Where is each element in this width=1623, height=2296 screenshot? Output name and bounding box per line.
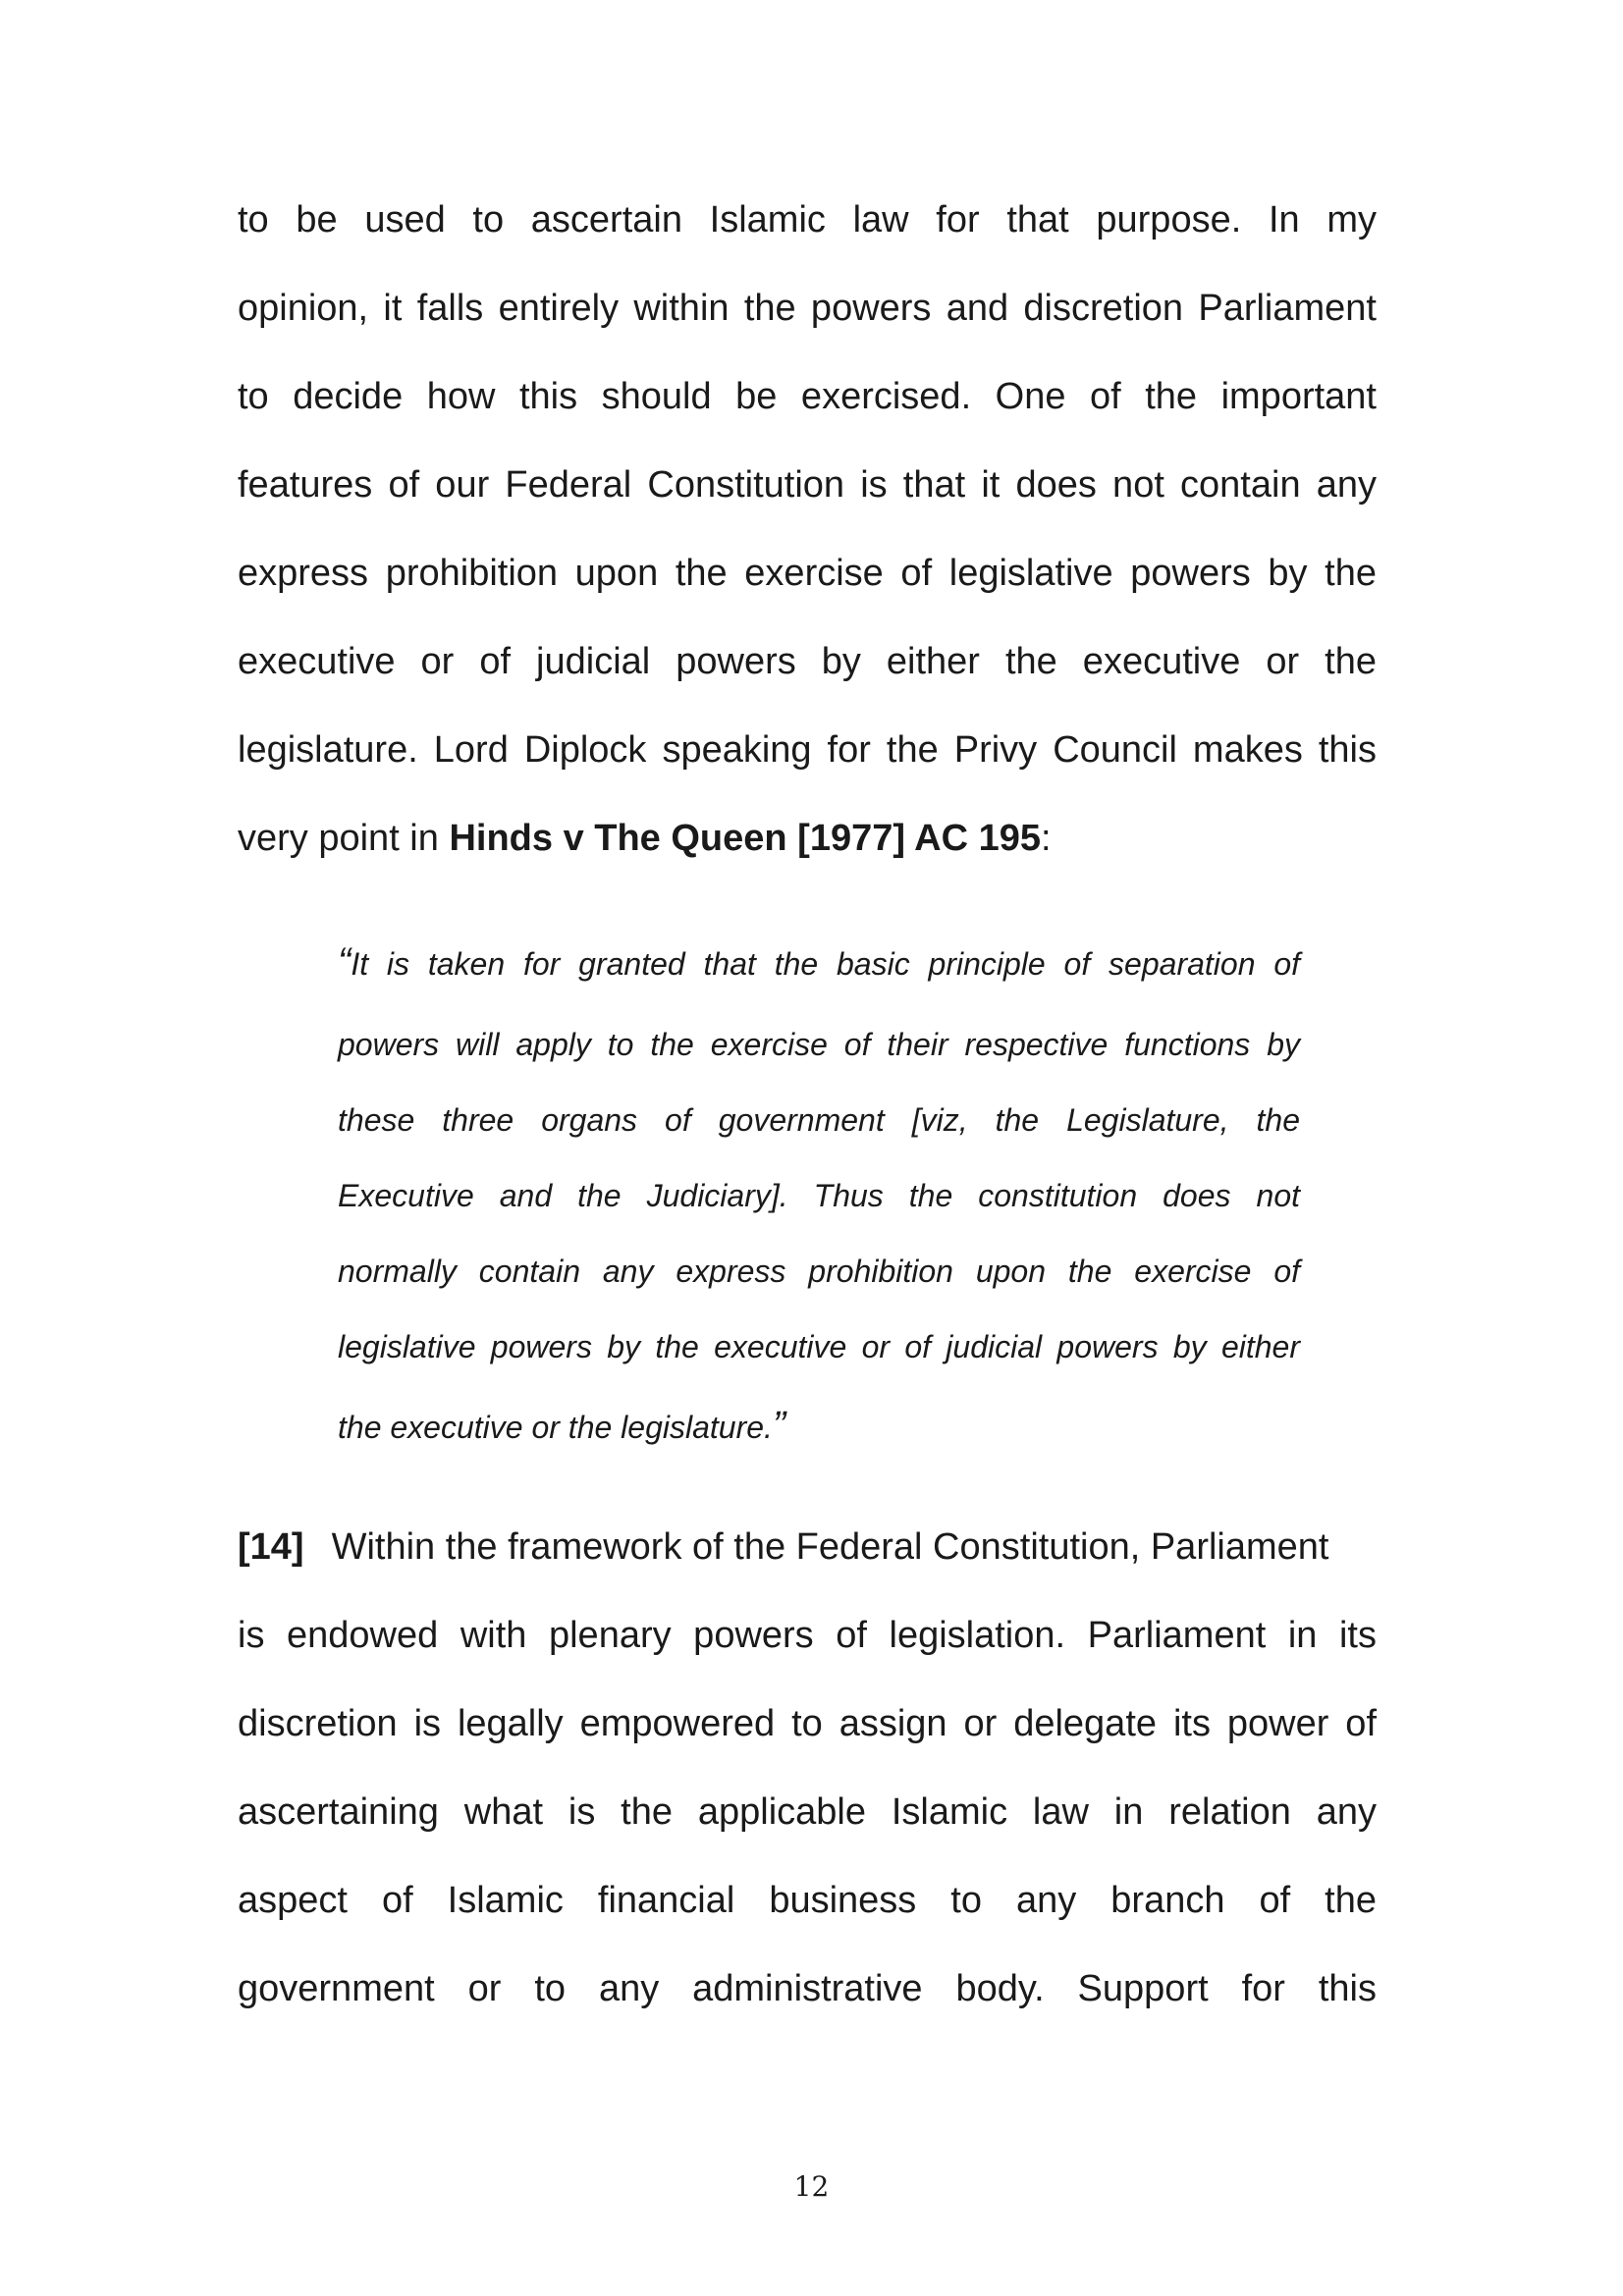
quote-line: these three organs of government [viz, the Legislature, the: [338, 1102, 1300, 1138]
case-citation: Hinds v The Queen [1977] AC 195: [449, 818, 1042, 859]
quote-line: normally contain any express prohibition upon the exercise of: [338, 1254, 1300, 1289]
page-number: 12: [793, 2170, 830, 2203]
paragraph-14-first-line: [238, 1525, 1377, 1569]
paragraph-text: Within the framework of the Federal Constitution, Parliament: [331, 1526, 1329, 1568]
quote-line-last: [338, 1406, 1300, 1447]
body-text-line: government or to any administrative body. Support for this: [238, 1968, 1377, 2009]
body-text-line: opinion, it falls entirely within the powers and discretion Parliament: [238, 288, 1377, 329]
body-text-line: express prohibition upon the exercise of legislative powers by the: [238, 553, 1377, 594]
body-text-line: legislature. Lord Diplock speaking for the Privy Council makes this: [238, 729, 1377, 771]
body-text-line: ascertaining what is the applicable Islamic law in relation any: [238, 1791, 1377, 1833]
body-text-line: is endowed with plenary powers of legislation. Parliament in its: [238, 1615, 1377, 1656]
body-text-line: features of our Federal Constitution is that it does not contain any: [238, 464, 1377, 506]
citation-line: [238, 817, 1377, 860]
body-text-line: to decide how this should be exercised. One of the important: [238, 376, 1377, 417]
body-text-line: executive or of judicial powers by either the executive or the: [238, 641, 1377, 682]
quote-line: Executive and the Judiciary]. Thus the constitution does not: [338, 1178, 1300, 1213]
quote-line: powers will apply to the exercise of their respective functions by: [338, 1027, 1300, 1062]
paragraph-number: [14]: [238, 1526, 304, 1568]
body-text-line: aspect of Islamic financial business to any branch of the: [238, 1880, 1377, 1921]
body-text-line: discretion is legally empowered to assign or delegate its power of: [238, 1703, 1377, 1744]
citation-prefix: very point in: [238, 818, 450, 859]
open-quote-mark: “: [338, 940, 352, 984]
body-text-line: to be used to ascertain Islamic law for that purpose. In my: [238, 199, 1377, 240]
quote-text: the executive or the legislature.: [338, 1410, 773, 1445]
citation-suffix: :: [1041, 818, 1052, 859]
close-quote-mark: ”: [772, 1404, 786, 1447]
quote-line: legislative powers by the executive or of judicial powers by either: [338, 1329, 1300, 1364]
quote-line: [338, 942, 1300, 984]
quote-text: It is taken for granted that the basic principle of separation of: [351, 946, 1300, 982]
